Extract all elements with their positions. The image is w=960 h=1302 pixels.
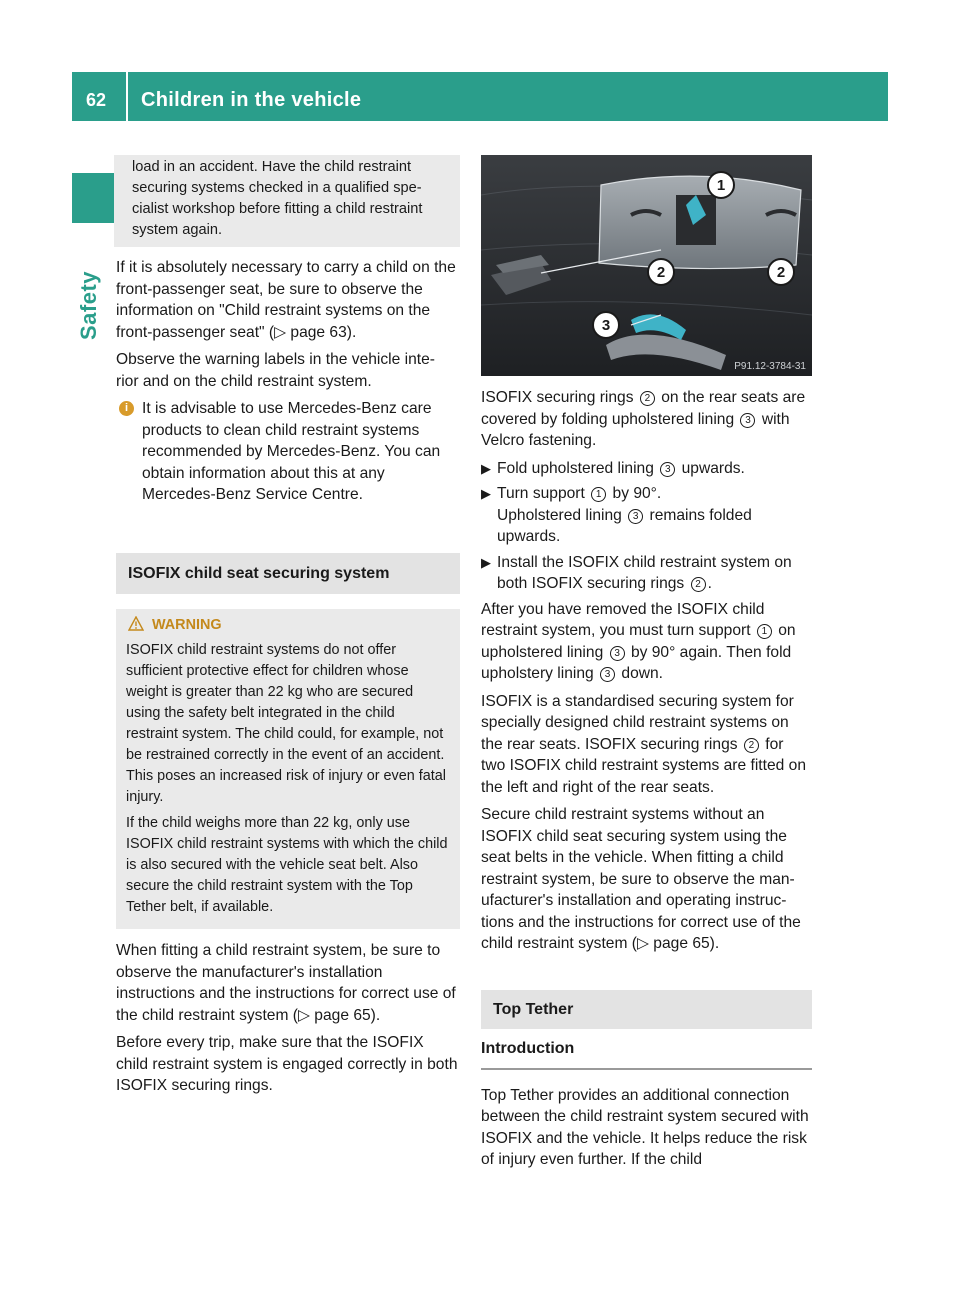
text-span: Fold upholstered lining	[497, 459, 654, 477]
text-span: by 90° again. Then fold upholstery lining	[481, 643, 792, 682]
text-span: ISOFIX is a standardised securing system for specially designed child restraint systems on the rear seats. ISOFIX securing rings	[481, 692, 794, 753]
paragraph: When fitting a child restraint system, be sure to observe the manufacturer's installation instructions and the instructions for correct use of the child restraint system (▷ page 65).	[116, 942, 456, 1024]
text-span: down.	[621, 665, 664, 682]
paragraph	[481, 599, 812, 685]
warning-title: WARNING	[152, 617, 222, 633]
warning-heading	[126, 615, 450, 636]
ref-number-3: 3	[600, 667, 615, 682]
photo-code: P91.12-3784-31	[734, 361, 806, 372]
header-divider	[126, 72, 128, 121]
step-item	[481, 458, 812, 480]
side-tab-safety: Safety	[76, 270, 101, 340]
text-span: on the rear seats are covered by folding upholstered lining	[481, 389, 806, 428]
paragraph	[481, 387, 812, 452]
right-column	[481, 387, 812, 1177]
ref-number-3: 3	[628, 509, 643, 524]
introduction-heading: Introduction	[481, 1038, 812, 1070]
ref-number-2: 2	[744, 738, 759, 753]
ref-number-3: 3	[610, 646, 625, 661]
text-span: Turn support	[497, 485, 585, 502]
warning-text: ISOFIX child restraint systems do not offer sufficient protective effect for children whose weight is greater than 22 kg who are secured using the safety belt integrated in the child restraint system. The child could, for example, not be restrained correctly in the event of an accident. This poses an increased risk of injury or even fatal injury.	[126, 642, 446, 805]
paragraph	[481, 691, 812, 799]
step-item	[481, 483, 812, 548]
continued-warning-text: load in an accident. Have the child restraint securing systems checked in a qualified spe- cialist workshop before fitting a child restraint system again.	[132, 159, 423, 238]
info-note-text: It is advisable to use Mercedes-Benz care products to clean child restraint systems recommended by Mercedes-Benz. You can obtain information about this at any Mercedes-Benz Service Centre.	[142, 400, 441, 503]
ref-number-2: 2	[640, 391, 655, 406]
text-span: for two ISOFIX child restraint systems are fitted on the left and right of the rear seats.	[481, 735, 806, 796]
text-span: Upholstered lining	[497, 506, 622, 524]
isofix-illustration	[481, 155, 812, 376]
warning-triangle-icon	[128, 616, 144, 631]
arrow-right-icon: ▶	[481, 486, 491, 501]
text-span: by 90°.	[612, 485, 662, 502]
ref-number-1: 1	[591, 487, 606, 502]
text-span: .	[707, 575, 712, 592]
ref-number-1: 1	[757, 624, 772, 639]
warning-box	[116, 609, 460, 929]
callout-3-label: 3	[601, 317, 611, 334]
step-item	[481, 552, 812, 595]
text-span: upwards.	[681, 459, 745, 477]
arrow-right-icon: ▶	[481, 554, 491, 570]
text-span: on upholstered lining	[481, 622, 796, 661]
callout-2b-label: 2	[776, 264, 786, 281]
paragraph: Observe the warning labels in the vehicle inte- rior and on the child restraint system.	[116, 351, 435, 390]
section-heading: ISOFIX child seat securing system	[116, 553, 460, 595]
paragraph: Top Tether provides an additional connection between the child restraint system secured with ISOFIX and the vehicle. It helps reduce the risk of injury even further. If the child	[481, 1086, 809, 1168]
info-icon: i	[119, 401, 134, 416]
info-note	[116, 398, 460, 506]
ref-number-3: 3	[660, 462, 675, 477]
continued-warning-box	[114, 155, 460, 247]
ref-number-2: 2	[691, 577, 706, 592]
text-span: Install the ISOFIX child restraint system on both ISOFIX securing rings	[497, 553, 792, 592]
ref-number-3: 3	[740, 413, 755, 428]
text-span: After you have removed the ISOFIX child restraint system, you must turn support	[481, 600, 765, 639]
top-tether-heading: Top Tether	[481, 990, 812, 1030]
callout-1-label: 1	[716, 177, 726, 194]
arrow-right-icon: ▶	[481, 460, 491, 476]
page-title: Children in the vehicle	[141, 89, 362, 111]
paragraph: Before every trip, make sure that the ISOFIX child restraint system is engaged correctly in both ISOFIX securing rings.	[116, 1034, 458, 1094]
page-number: 62	[86, 90, 107, 110]
paragraph: If it is absolutely necessary to carry a child on the front-passenger seat, be sure to observe the information on "Child restraint systems on the front-passenger seat" (▷ page 63).	[116, 259, 456, 341]
left-column	[116, 155, 460, 1103]
text-span: remains folded upwards.	[497, 506, 752, 545]
text-span: with Velcro fastening.	[481, 410, 790, 449]
warning-text: If the child weighs more than 22 kg, only use ISOFIX child restraint systems with which the child is also secured with the vehicle seat belt. Also secure the child restraint system with the Top Tether belt, if available.	[126, 815, 448, 915]
paragraph: Secure child restraint systems without an ISOFIX child seat securing system using the seat belts in the vehicle. When fitting a child restraint system, be sure to observe the man- ufacturer's installation and operating instruc- tions and the instructions for correct use of the child restraint system (▷ page 65).	[481, 806, 801, 952]
isofix-photo	[481, 155, 812, 376]
text-span: ISOFIX securing rings	[481, 389, 634, 406]
callout-2a-label: 2	[656, 264, 666, 281]
